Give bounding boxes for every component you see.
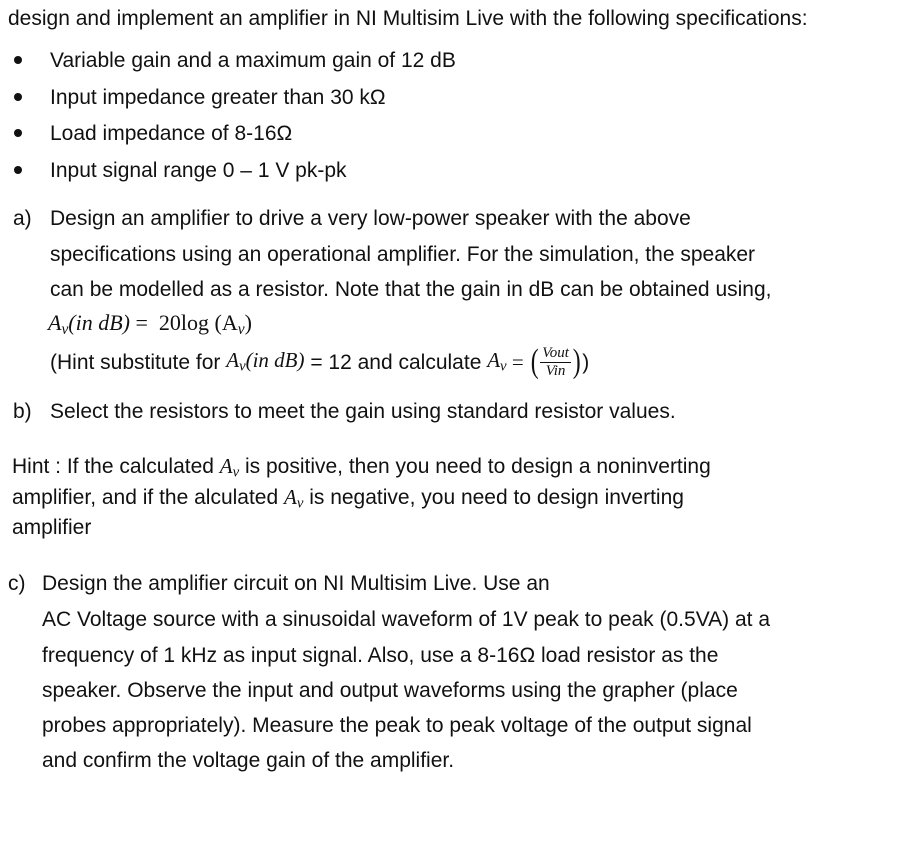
spec-item: Input impedance greater than 30 kΩ bbox=[50, 86, 386, 109]
left-paren-icon: ( bbox=[530, 343, 539, 380]
hint-close: ) bbox=[582, 350, 590, 374]
part-c-marker: c) bbox=[8, 572, 26, 595]
formula-subscript: v bbox=[237, 320, 245, 338]
hint-substitute bbox=[50, 342, 589, 382]
part-b-text: Select the resistors to meet the gain using standard resistor values. bbox=[50, 400, 676, 423]
hint-text: (Hint substitute for bbox=[50, 350, 227, 374]
gain-formula bbox=[48, 312, 252, 337]
formula-equals: = bbox=[130, 310, 159, 335]
right-paren-icon: ) bbox=[572, 343, 581, 380]
part-b-marker: b) bbox=[13, 400, 32, 423]
hint-text: = 12 and calculate bbox=[304, 350, 488, 374]
vout-vin-fraction bbox=[540, 345, 571, 379]
spec-item: Variable gain and a maximum gain of 12 dB bbox=[50, 49, 456, 72]
fraction-numerator: Vout bbox=[542, 345, 569, 361]
part-a-line: can be modelled as a resistor. Note that the gain in dB can be obtained using, bbox=[50, 278, 772, 301]
part-a-marker: a) bbox=[13, 207, 32, 230]
part-c-line: Design the amplifier circuit on NI Multisim Live. Use an bbox=[42, 572, 550, 595]
bullet-icon bbox=[14, 129, 22, 137]
spec-item: Input signal range 0 – 1 V pk-pk bbox=[50, 159, 347, 182]
intro-text: design and implement an amplifier in NI Multisim Live with the following specifications: bbox=[8, 7, 808, 30]
formula-rhs: 20log (A bbox=[158, 310, 238, 335]
hint-line: amplifier, and if the alculated $A_v$ is negative, you need to design inverting bbox=[12, 485, 684, 512]
hint-line: amplifier bbox=[12, 516, 92, 539]
formula-paren: (in dB) bbox=[68, 310, 130, 335]
formula-close: ) bbox=[244, 310, 252, 335]
part-a-line: specifications using an operational amplifier. For the simulation, the speaker bbox=[50, 243, 756, 266]
fraction-denominator: Vin bbox=[545, 362, 566, 379]
hint-symbol: $A_v(in$ dB) bbox=[226, 347, 305, 375]
part-c-line: AC Voltage source with a sinusoidal waveform of 1V peak to peak (0.5VA) at a bbox=[42, 608, 771, 631]
bullet-icon bbox=[14, 166, 22, 174]
spec-item: Load impedance of 8-16Ω bbox=[50, 122, 293, 145]
hint-symbol: $A_v$ bbox=[487, 347, 507, 375]
formula-symbol: A bbox=[48, 310, 62, 335]
part-c-line: frequency of 1 kHz as input signal. Also, use a 8-16Ω load resistor as the bbox=[42, 644, 719, 667]
hint-symbol: $A_v$ bbox=[219, 454, 240, 481]
part-c-line: probes appropriately). Measure the peak to peak voltage of the output signal bbox=[42, 714, 752, 737]
formula-subscript: v bbox=[61, 320, 69, 338]
hint-symbol: $A_v$ bbox=[284, 485, 304, 512]
bullet-icon bbox=[14, 93, 22, 101]
part-c-line: speaker. Observe the input and output waveforms using the grapher (place bbox=[42, 679, 738, 702]
bullet-icon bbox=[14, 56, 22, 64]
part-a-line: Design an amplifier to drive a very low-power speaker with the above bbox=[50, 207, 691, 230]
part-c-line: and confirm the voltage gain of the amplifier. bbox=[42, 749, 455, 772]
hint-equals: = bbox=[506, 349, 529, 374]
hint-line: Hint : If the calculated $A_v$ is positive, then you need to design a noninverting bbox=[12, 454, 711, 481]
